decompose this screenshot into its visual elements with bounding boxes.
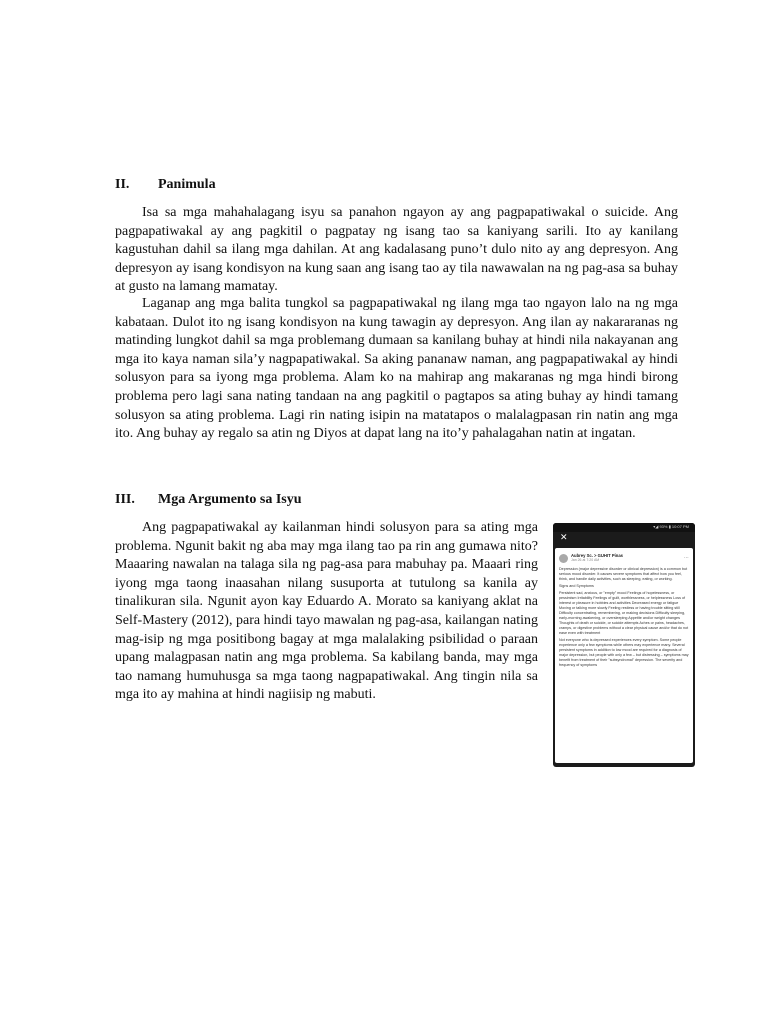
section-number: III. <box>115 492 135 507</box>
close-icon: ✕ <box>560 532 568 542</box>
paragraph-panimula-1: Isa sa mga mahahalagang isyu sa panahon ngayon ay ang pagpapatiwakal o suicide. Ang pagpapatiwakal ay ang pagkitil o pagpatay ng isang tao sa kaniyang sarili. Ito ay kanilang kagustuhan dahil sa ilang mga dahilan. At ang kadalasang puno’t dulo nito ay ang depresyon. Ang depresyon ay isang kondisyon na kung saan ang isang tao ay tila nawawalan na ng pag-asa sa buhay at gusto na lamang mamatay. <box>115 205 678 295</box>
post-date: Jan 26 at 7:20 AM · <box>571 558 602 562</box>
post-paragraph: Signs and Symptoms <box>559 584 594 588</box>
post-paragraph: Depression (major depressive disorder or clinical depression) is a common but serious mood disorder. It causes severe symptoms that affect how you feel, think, and handle daily activities, such as sleeping, eating, or working. <box>559 567 688 581</box>
post-paragraph: Not everyone who is depressed experiences every symptom. Some people experience only a few symptoms while others may experience many. Several persistent symptoms in addition to low mood are required for a diagnosis of major depression, but people with only a few – but distressing – symptoms may benefit from treatment of their "subsyndromal" depression. The severity and frequency of symptoms <box>559 638 689 667</box>
section-title: Mga Argumento sa Isyu <box>158 492 302 507</box>
section-heading-panimula <box>115 176 216 194</box>
section-title: Panimula <box>158 177 216 192</box>
facebook-post-card <box>555 548 693 763</box>
phone-screenshot-image <box>553 523 695 767</box>
more-options-icon: ⋯ <box>684 555 689 561</box>
paragraph-argumento-1: Ang pagpapatiwakal ay kailanman hindi solusyon para sa ating mga problema. Ngunit bakit ng aba may mga ilang tao pa rin ang gumawa nito? Maaaring nawalan na talaga sila ng pag-asa para mabuhay pa. Maaari ring iyong mga taong inaasahan nilang susuporta at tutulong sa kanila ay tinalikuran sila. Ngunit ayon kay Eduardo A. Morato sa kaniyang aklat na Self-Mastery (2012), para hindi tayo mawalan ng pag-asa, kailangan nating mag-isip ng mga positibong bagay at mga malalaking psibilidad o paraan upang malagpasan natin ang mga problema. Sa kabilang banda, may mga tao namang humuhusga sa mga taong nagpapatiwakal. Ang tingin nila sa mga ito ay mahina at hindi nagiisip ng mabuti. <box>115 520 538 703</box>
avatar <box>559 554 568 563</box>
paragraph-panimula-2: Laganap ang mga balita tungkol sa pagpapatiwakal ng ilang mga tao ngayon lalo na ng mga kabataan. Dulot ito ng isang kondisyon na kung tawagin ay depresyon. Ang ilan ay nakararanas ng matinding lungkot dahil sa mga problemang dumaan sa kanilang buhay at hindi nila nakayanan ang mga ito kaya naman sila’y nagpapatiwakal. Sa aking pananaw naman, ang pagpapatiwakal ay hindi solusyon para sa iyong mga problema. Alam ko na mahirap ang makaranas ng mga hindi birong problema pero lagi sana nating tandaan na ang pagkitil o pagtapos sa ating buhay ay hindi tamang solusyon sa ating problema. Lagi rin nating isipin na matatapos o malalagpasan rin natin ang mga ito. Ang buhay ay regalo sa atin ng Diyos at dapat lang na ito’y pahalagahan natin at ingatan. <box>115 296 678 442</box>
phone-status-bar: ▾◢ 93% ▮ 10:07 PM <box>553 523 695 532</box>
phone-top-bar <box>553 532 695 544</box>
post-header <box>559 551 689 565</box>
section-number: II. <box>115 177 130 192</box>
post-paragraph: Persistent sad, anxious, or "empty" mood Feelings of hopelessness, or pessimism Irritability Feelings of guilt, worthlessness, or helplessness Loss of interest or pleasure in hobbies and activities Decreased energy or fatigue Moving or talking more slowly Feeling restless or having trouble sitting still Difficulty concentrating, remembering, or making decisions Difficulty sleeping, early-morning awakening, or oversleeping Appetite and/or weight changes Thoughts of death or suicide, or suicide attempts Aches or pains, headaches, cramps, or digestive problems without a clear physical cause and/or that do not ease even with treatment <box>559 591 689 635</box>
post-author: Aubrey Sc. > GUHIT Pinas <box>571 553 624 558</box>
section-heading-argumento <box>115 491 302 509</box>
post-meta <box>571 553 623 563</box>
post-body <box>559 567 689 668</box>
